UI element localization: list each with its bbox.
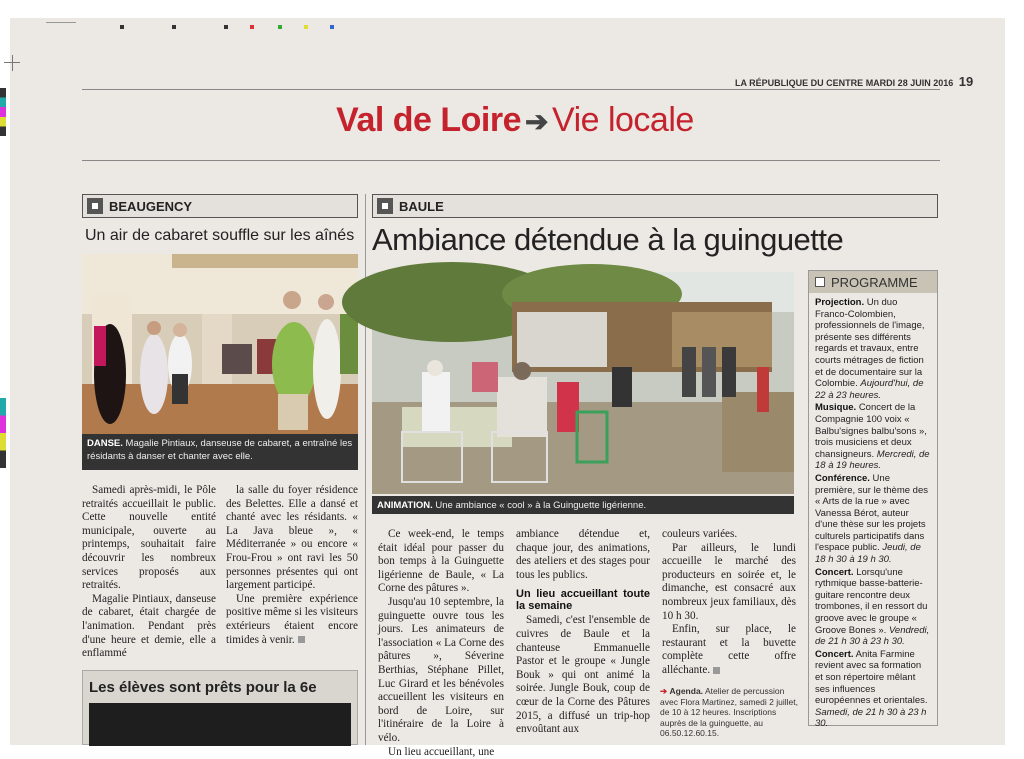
- square-bullet-icon: [815, 277, 825, 287]
- paragraph: Samedi, c'est l'ensemble de cuivres de Baule et la chanteuse Emmanuelle Pastor et le groupe « Jungle Bouk » qui ont animé la soirée. Jungle Bouk, coup de cœur de la Corne des Pâtures 2015, a diffusé un trip-hop envoûtant aux: [516, 614, 650, 736]
- main-article-col2: [516, 528, 650, 737]
- programme-header: [809, 271, 937, 293]
- paragraph: Une première expérience positive même si les visiteurs extérieurs étaient encore timides à venir.: [226, 593, 358, 647]
- tag-label: BEAUGENCY: [109, 199, 192, 214]
- bottom-article-box: [82, 670, 358, 745]
- photo-guinguette: [372, 272, 794, 494]
- end-mark-icon: [713, 667, 720, 674]
- paragraph: ambiance détendue et, chaque jour, des animations, des ateliers et des stages pour tous les publics.: [516, 528, 650, 582]
- left-article-col2: [226, 484, 358, 647]
- paragraph: Magalie Pintiaux, danseuse de cabaret, était chargée de l'animation. Pendant près d'une heure et demie, elle a enflammé: [82, 593, 216, 661]
- issue-date: MARDI 28 JUIN 2016: [866, 78, 954, 88]
- agenda-text: Atelier de percussion avec Flora Martinez, samedi 2 juillet, de 10 à 12 heures. Inscriptions auprès de la guinguette, au 06.50.12.60.15.: [660, 686, 798, 738]
- tag-beaugency: [82, 194, 358, 218]
- arrow-right-icon: ➔: [660, 686, 667, 696]
- main-article-col3: [662, 528, 796, 678]
- paper-name: LA RÉPUBLIQUE DU CENTRE: [735, 78, 863, 88]
- end-mark-icon: [298, 636, 305, 643]
- paragraph: couleurs variées.: [662, 528, 796, 542]
- programme-title: PROGRAMME: [831, 275, 918, 290]
- section-rule: [82, 160, 940, 161]
- color-bar-left: [0, 88, 6, 136]
- paragraph: Un lieu accueillant, une: [378, 746, 504, 759]
- caption-text: Une ambiance « cool » à la Guinguette ligérienne.: [435, 500, 646, 511]
- masthead-rule: [82, 89, 940, 90]
- caption-text: Magalie Pintiaux, danseuse de cabaret, a entraîné les résidants à danser et chanter avec elle.: [87, 438, 352, 462]
- square-bullet-icon: [87, 198, 103, 214]
- left-article-col1: [82, 484, 216, 661]
- color-bar-left-lower: [0, 398, 6, 468]
- programme-item: Concert. Anita Farmine revient avec sa formation et son répertoire mêlant ses influences européennes et orientales. Samedi, de 21 h 30 à 23 h 30.: [815, 649, 931, 730]
- square-bullet-icon: [377, 198, 393, 214]
- registration-dots: [120, 25, 360, 31]
- programme-item: Conférence. Une première, sur le thème des « Arts de la rue » avec Vanessa Bérot, auteur d'une thèse sur les projets culturels participatifs dans l'espace public. Jeudi, de 18 h 30 à 19 h 30.: [815, 473, 931, 566]
- photo-cabaret-dance: [82, 254, 358, 434]
- left-caption: [82, 434, 358, 470]
- arrow-right-icon: ➔: [525, 106, 548, 137]
- caption-label: DANSE.: [87, 438, 123, 449]
- left-headline: Un air de cabaret souffle sur les aînés: [85, 227, 354, 245]
- programme-box: [808, 270, 938, 726]
- main-article-col1: [378, 528, 504, 759]
- paragraph: la salle du foyer résidence des Belettes. Elle a dansé et chanté avec les résidants. « La Java bleue », « Méditerranée » ou encore « Frou-Frou » ont ravi les 50 personnes présentes qui ont largement participé.: [226, 484, 358, 593]
- tag-label: BAULE: [399, 199, 444, 214]
- page-number: 19: [959, 74, 973, 89]
- bottom-headline: Les élèves sont prêts pour la 6e: [89, 679, 317, 696]
- caption-label: ANIMATION.: [377, 500, 433, 511]
- programme-item: Projection. Un duo Franco-Colombien, professionnels de l'image, présente ses différents regards et travaux, entre courts métrages de fiction et de documentaire sur la Colombie. Aujourd'hui, de 22 à 23 heures.: [815, 297, 931, 401]
- masthead: [735, 74, 940, 89]
- paragraph: Jusqu'au 10 septembre, la guinguette ouvre tous les jours. Les animateurs de l'association « La Corne des pâtures », Séverine Berthias, Stéphane Pillet, Luc Girard et les bénévoles accueillent les visiteurs en bord de Loire, sur l'itinéraire de la Loire à vélo.: [378, 596, 504, 746]
- paragraph: Par ailleurs, le lundi accueille le marché des producteurs en soirée et, le dimanche, est consacré aux nombreux jeux familiaux, dès 10 h 30.: [662, 542, 796, 624]
- agenda-label: Agenda.: [670, 686, 704, 696]
- paragraph: Samedi après-midi, le Pôle retraités accueillait le public. Cette nouvelle entité municipale, ouverte au printemps, souhaitait faire découvrir les nombreux services proposés aux retraités.: [82, 484, 216, 593]
- paragraph: Enfin, sur place, le restaurant et la buvette complète cette offre alléchante.: [662, 623, 796, 677]
- main-headline: Ambiance détendue à la guinguette: [372, 222, 843, 258]
- programme-list: [809, 293, 937, 735]
- paragraph: Ce week-end, le temps était idéal pour passer du bon temps à la Guinguette ligérienne de Baule, « La Corne des pâtures ».: [378, 528, 504, 596]
- programme-item: Concert. Lorsqu'une rythmique basse-batterie-guitare rencontre deux trombones, il en ressort du groove avec le groupe « Groove Bones ». Vendredi, de 21 h 30 à 23 h 30.: [815, 567, 931, 648]
- main-caption: [372, 496, 794, 514]
- crop-cross-v: [12, 55, 13, 71]
- subheading: Un lieu accueillant toute la semaine: [516, 588, 650, 612]
- column-divider: [365, 194, 366, 745]
- section-sub: Vie locale: [552, 101, 694, 139]
- tag-baule: [372, 194, 938, 218]
- programme-item: Musique. Concert de la Compagnie 100 voix « Balbu'signes balbu'sons », trois musiciens et deux chansigneurs. Mercredi, de 18 à 19 heures.: [815, 402, 931, 472]
- section-main: Val de Loire: [336, 101, 521, 139]
- section-title: [300, 101, 730, 140]
- crop-mark-line: [46, 22, 76, 23]
- bottom-photo: [89, 703, 351, 746]
- agenda-box: [660, 686, 800, 739]
